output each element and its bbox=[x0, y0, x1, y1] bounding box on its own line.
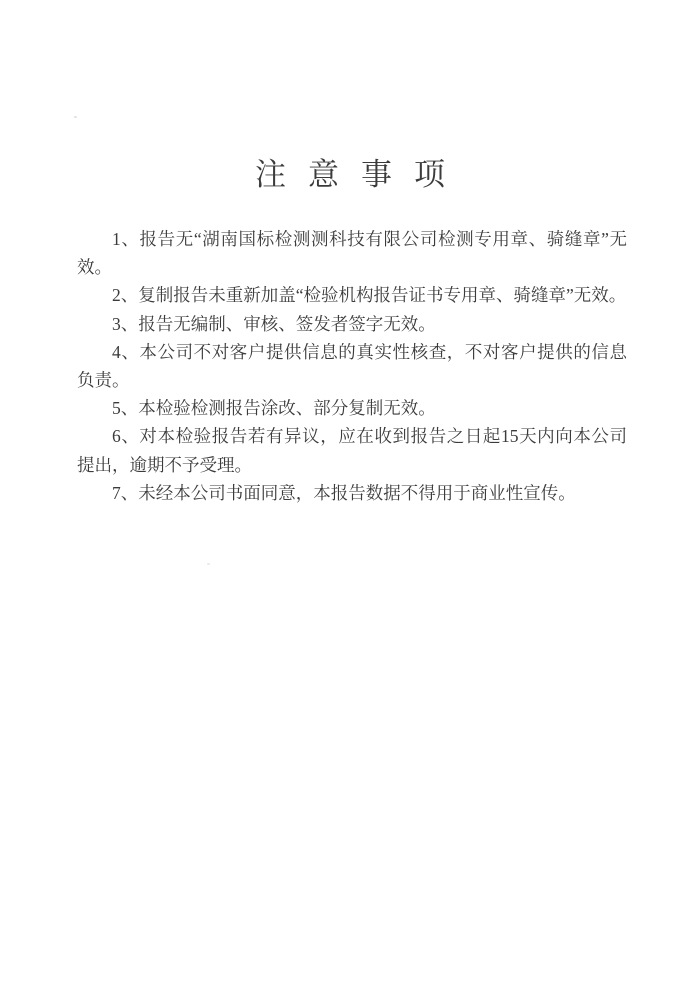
notice-item-7: 7、未经本公司书面同意，本报告数据不得用于商业性宣传。 bbox=[112, 482, 576, 503]
page-title: 注意事项 bbox=[255, 157, 467, 192]
notice-item-5: 5、本检验检测报告涂改、部分复制无效。 bbox=[112, 398, 436, 419]
scan-speck bbox=[207, 563, 210, 565]
notice-item-4: 4、本公司不对客户提供信息的真实性核查，不对客户提供的信息负责。 bbox=[77, 341, 627, 391]
notice-list bbox=[0, 225, 700, 507]
scan-speck bbox=[74, 116, 77, 118]
notice-item-3: 3、报告无编制、审核、签发者签字无效。 bbox=[112, 313, 436, 334]
notice-item-2: 2、复制报告未重新加盖“检验机构报告证书专用章、骑缝章”无效。 bbox=[112, 285, 627, 306]
notice-item-1: 1、报告无“湖南国标检测测科技有限公司检测专用章、骑缝章”无效。 bbox=[77, 229, 627, 278]
notice-item-6: 6、对本检验报告若有异议，应在收到报告之日起15天内向本公司提出，逾期不予受理。 bbox=[77, 426, 627, 475]
